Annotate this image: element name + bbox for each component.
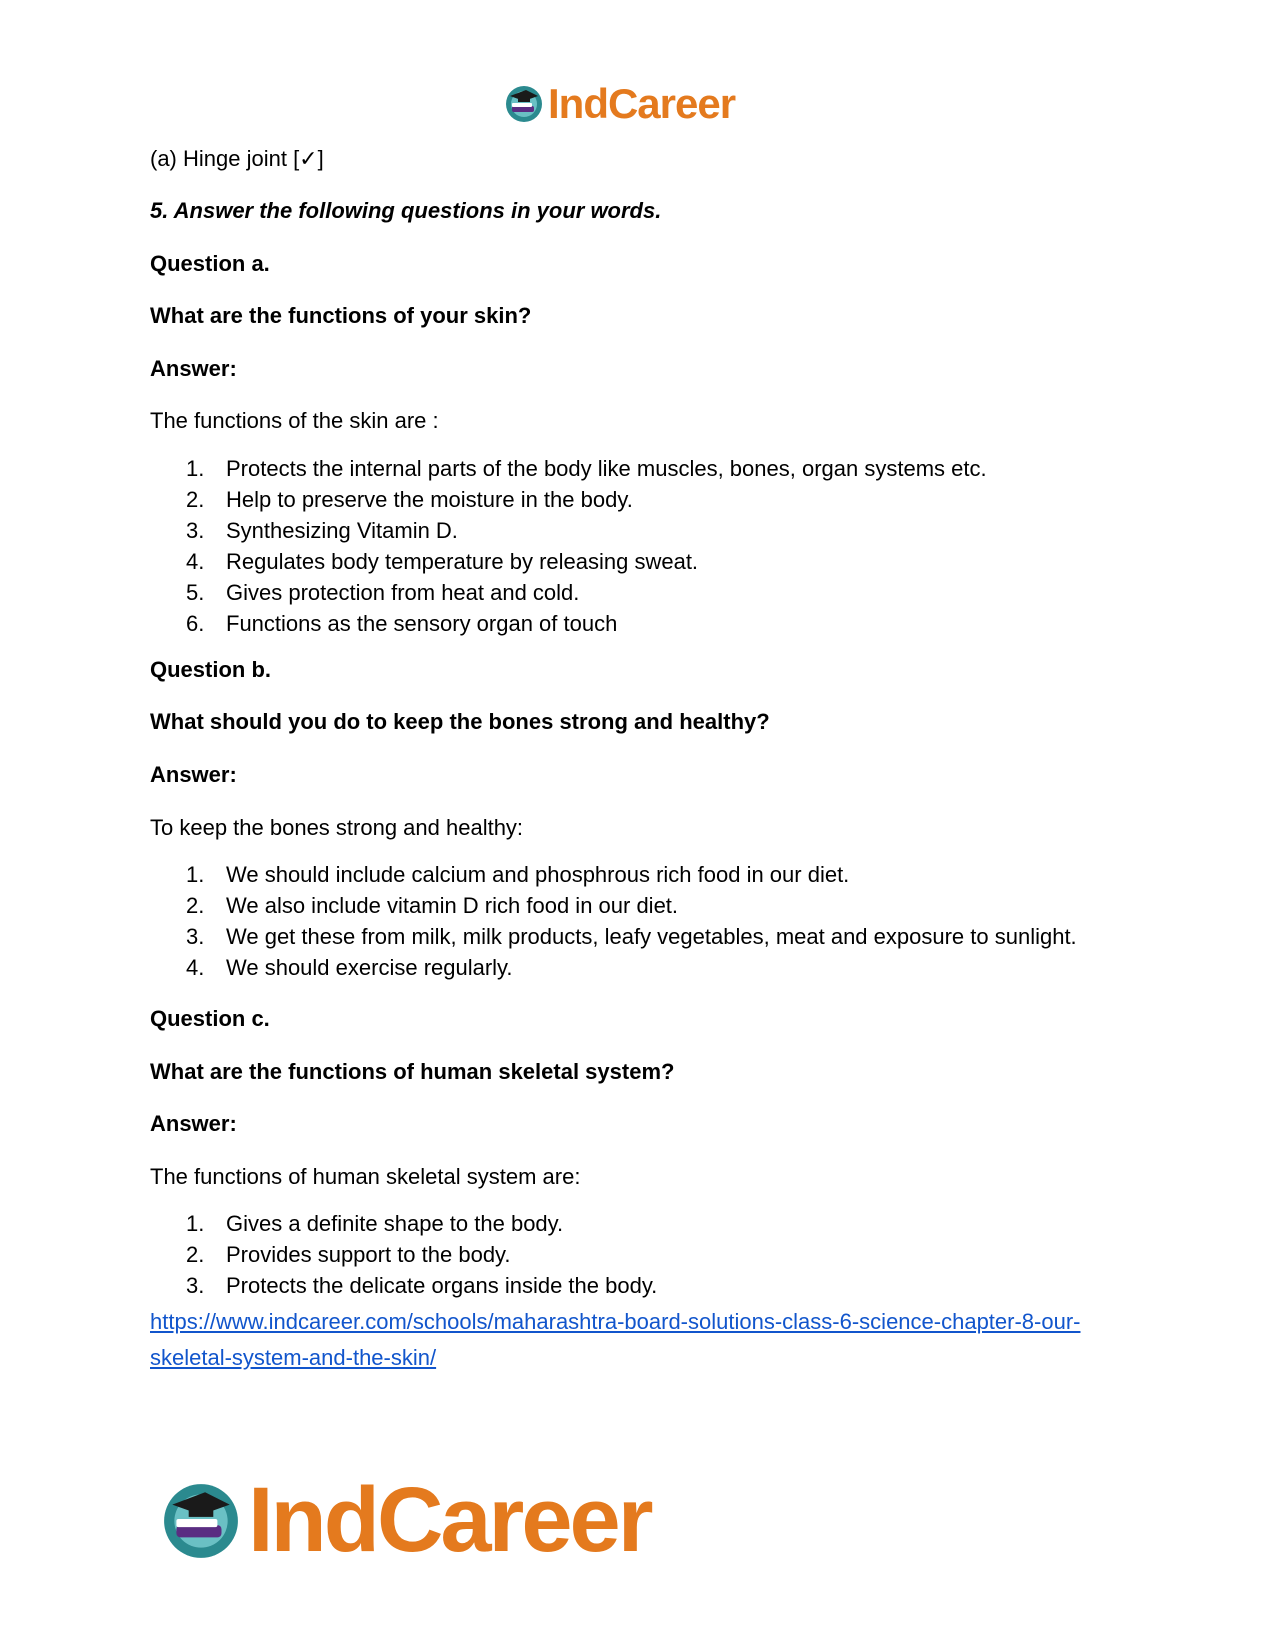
answer-label: Answer: <box>150 356 237 381</box>
question-label: Question c. <box>150 1006 270 1031</box>
answer-intro: The functions of human skeletal system are: <box>150 1164 581 1189</box>
list-item: 1. We should include calcium and phosphrous rich food in our diet. <box>186 862 850 887</box>
question-text: What are the functions of your skin? <box>150 303 532 328</box>
source-link[interactable]: https://www.indcareer.com/schools/maharashtra-board-solutions-class-6-science-chapter-8-our- skeletal-system-and-the-skin/ <box>150 1309 1081 1370</box>
answer-label: Answer: <box>150 1111 237 1136</box>
list-item: 4. We should exercise regularly. <box>186 955 513 980</box>
answer-list <box>150 859 1077 983</box>
graduation-cap-book-icon <box>504 84 544 124</box>
answer-intro: The functions of the skin are : <box>150 408 439 433</box>
answer-label: Answer: <box>150 762 237 787</box>
list-item: 2. Provides support to the body. <box>186 1242 511 1267</box>
question-label: Question a. <box>150 251 270 276</box>
graduation-cap-book-icon <box>160 1480 242 1562</box>
list-item: 3. Synthesizing Vitamin D. <box>186 518 458 543</box>
list-item: 5. Gives protection from heat and cold. <box>186 580 580 605</box>
list-item: 3. Protects the delicate organs inside the body. <box>186 1273 658 1298</box>
brand-name: IndCareer <box>548 80 736 127</box>
question-label: Question b. <box>150 657 271 682</box>
answer-list <box>150 1208 657 1301</box>
brand-name: IndCareer <box>248 1469 651 1571</box>
list-item: 4. Regulates body temperature by releasing sweat. <box>186 549 699 574</box>
question-text: What should you do to keep the bones strong and healthy? <box>150 709 770 734</box>
section-heading: 5. Answer the following questions in your words. <box>150 198 662 223</box>
answer-list <box>150 453 987 639</box>
list-item: 3. We get these from milk, milk products, leafy vegetables, meat and exposure to sunlight. <box>186 924 1077 949</box>
list-item: 1. Gives a definite shape to the body. <box>186 1211 564 1236</box>
list-item: 1. Protects the internal parts of the body like muscles, bones, organ systems etc. <box>186 456 987 481</box>
list-item: 2. We also include vitamin D rich food in our diet. <box>186 893 679 918</box>
question-text: What are the functions of human skeletal system? <box>150 1059 675 1084</box>
list-item: 6. Functions as the sensory organ of touch <box>186 611 618 636</box>
answer-intro: To keep the bones strong and healthy: <box>150 815 524 840</box>
option-answer: (a) Hinge joint [✓] <box>150 146 324 171</box>
footer-logo <box>160 1468 651 1573</box>
list-item: 2. Help to preserve the moisture in the body. <box>186 487 633 512</box>
header-logo <box>504 80 735 128</box>
